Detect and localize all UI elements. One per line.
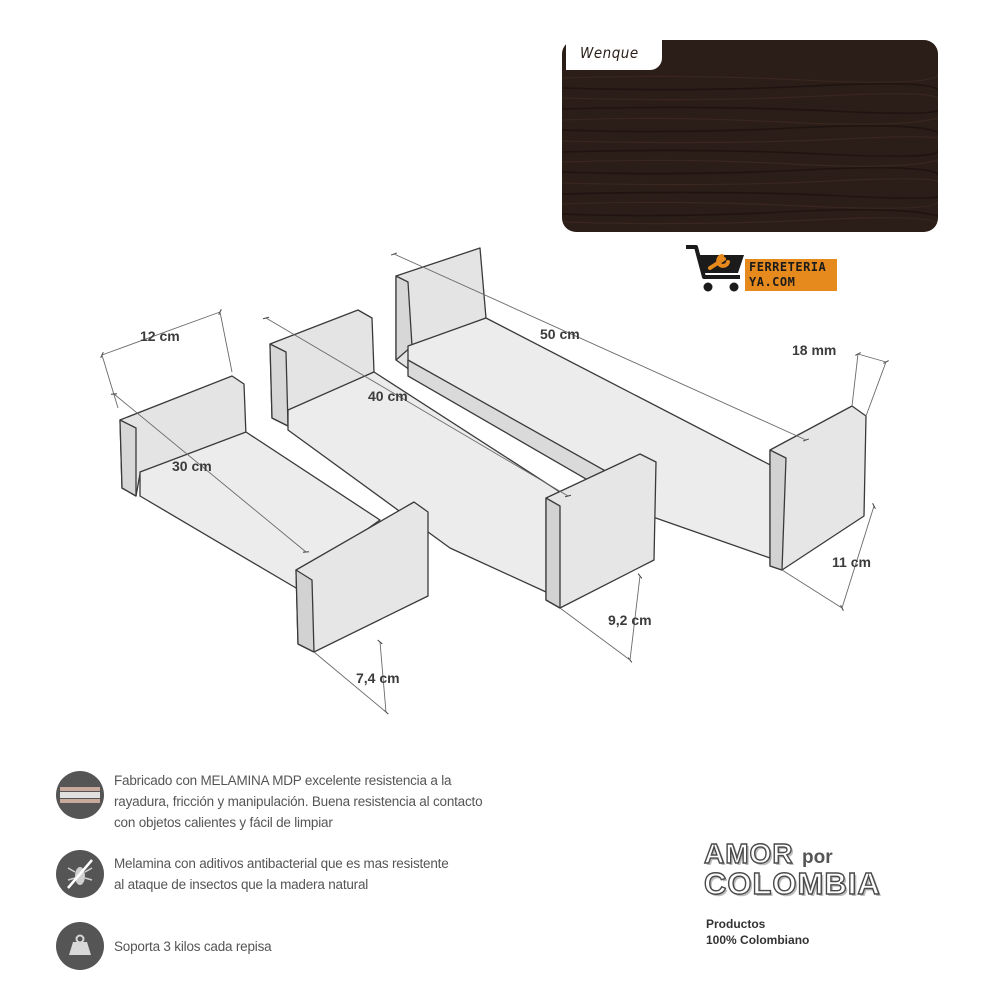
swatch-label: Wenque	[580, 44, 639, 62]
logo-line-2: YA.COM	[749, 275, 796, 289]
dim-large-height: 11 cm	[832, 554, 871, 570]
feature-weight	[114, 936, 534, 957]
por-word: por	[802, 847, 833, 868]
colombia-word: COLOMBIA	[704, 866, 881, 901]
dim-medium-height: 9,2 cm	[608, 612, 652, 628]
feature-weight-line-1: Soporta 3 kilos cada repisa	[114, 939, 272, 954]
dim-large-thickness: 18 mm	[792, 342, 837, 358]
productos-colombianos	[706, 916, 809, 948]
dim-small-length: 30 cm	[172, 458, 212, 474]
feature-antibacterial-line-2: al ataque de insectos que la madera natural	[114, 877, 369, 892]
dim-small-height: 7,4 cm	[356, 670, 400, 686]
dim-small-width: 12 cm	[140, 328, 180, 344]
no-insects-icon	[56, 850, 104, 898]
feature-melamina-line-2: rayadura, fricción y manipulación. Buena resistencia al contacto	[114, 794, 483, 809]
weight-icon	[56, 922, 104, 970]
dim-medium-length: 40 cm	[368, 388, 408, 404]
feature-melamina-line-3: con objetos calientes y fácil de limpiar	[114, 815, 333, 830]
feature-melamina	[114, 770, 534, 833]
feature-antibacterial-line-1: Melamina con aditivos antibacterial que es mas resistente	[114, 856, 449, 871]
feature-antibacterial	[114, 853, 534, 895]
feature-melamina-line-1: Fabricado con MELAMINA MDP excelente resistencia a la	[114, 773, 452, 788]
dim-line-large-thickness	[858, 354, 886, 362]
productos-label: Productos	[706, 917, 766, 931]
amor-word: AMOR	[704, 838, 794, 869]
amor-por-colombia-logo	[704, 838, 881, 902]
dim-large-length: 50 cm	[540, 326, 580, 342]
logo-line-1: FERRETERIA	[749, 260, 827, 274]
board-layers-icon	[56, 771, 104, 819]
origin-label: 100% Colombiano	[706, 933, 810, 947]
